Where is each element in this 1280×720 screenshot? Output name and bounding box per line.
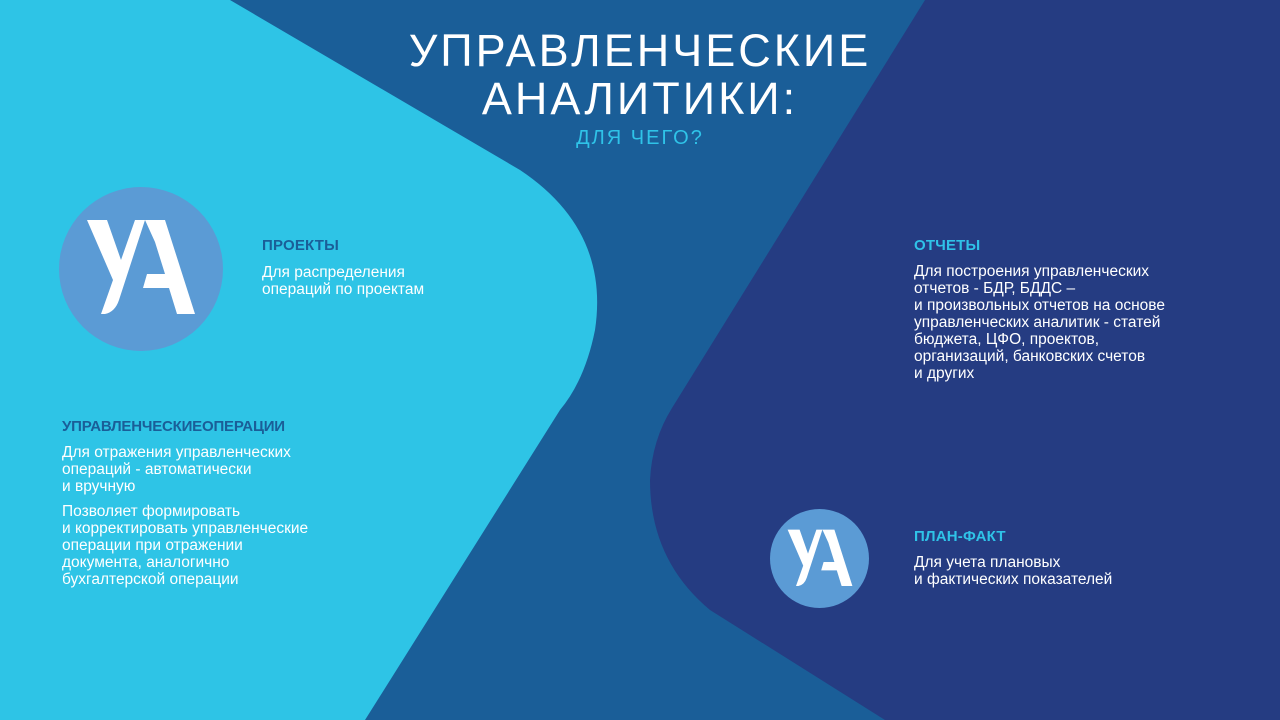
subtitle: ДЛЯ ЧЕГО? [576, 127, 704, 149]
ua-logo-icon [784, 526, 856, 592]
operations-text-2: Позволяет формировать и корректировать управленческие операции при отражении документа, аналогично бухгалтерской операции [62, 503, 309, 588]
operations-heading: УПРАВЛЕНЧЕСКИЕОПЕРАЦИИ [62, 418, 285, 435]
ua-logo-large [59, 187, 223, 351]
title-line-1: УПРАВЛЕНЧЕСКИЕ [408, 25, 872, 76]
operations-text-1: Для отражения управленческих операций - автоматически и вручную [62, 444, 291, 495]
ua-logo-icon [81, 214, 201, 324]
projects-text: Для распределения операций по проектам [262, 264, 425, 298]
reports-heading: ОТЧЕТЫ [914, 237, 981, 254]
title-line-2: АНАЛИТИКИ: [481, 73, 799, 124]
planfact-text: Для учета плановых и фактических показателей [914, 554, 1113, 588]
planfact-heading: ПЛАН-ФАКТ [914, 528, 1006, 545]
reports-text: Для построения управленческих отчетов - БДР, БДДС – и произвольных отчетов на основе управленческих аналитик - статей бюджета, ЦФО, проектов, организаций, банковских счетов и других [914, 263, 1165, 382]
projects-heading: ПРОЕКТЫ [262, 237, 340, 254]
ua-logo-small [770, 509, 869, 608]
